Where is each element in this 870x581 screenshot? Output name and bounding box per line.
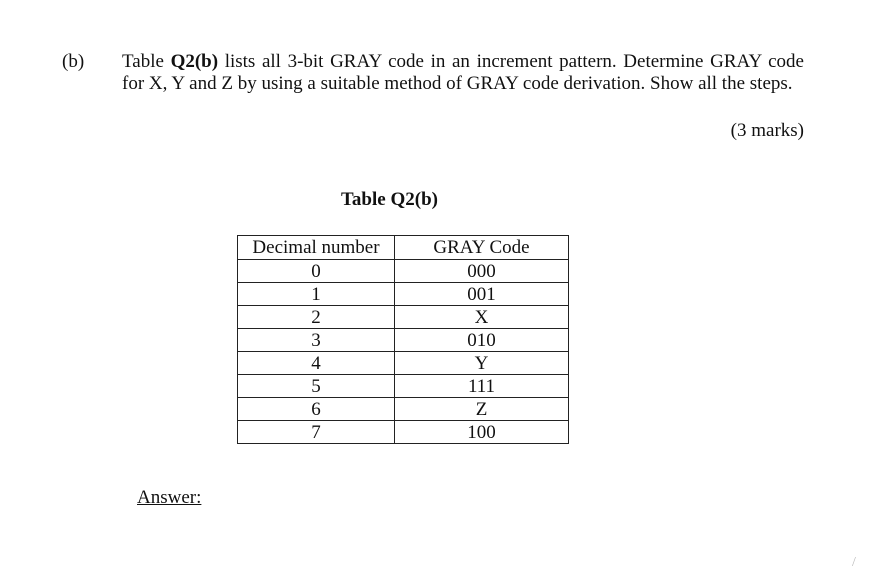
question-text (122, 51, 804, 95)
gray-code-cell: 000 (395, 260, 569, 283)
decimal-cell: 7 (238, 421, 395, 444)
question-text-start: Table (122, 51, 171, 72)
gray-code-cell: Y (395, 352, 569, 375)
table-row (238, 375, 569, 398)
table-row (238, 306, 569, 329)
table-row (238, 260, 569, 283)
table-caption: Table Q2(b) (341, 189, 438, 210)
header-gray-code: GRAY Code (395, 236, 569, 260)
header-decimal-number: Decimal number (238, 236, 395, 260)
marks-label: (3 marks) (730, 120, 804, 141)
table-row (238, 421, 569, 444)
decimal-cell: 3 (238, 329, 395, 352)
table-row (238, 398, 569, 421)
decimal-cell: 1 (238, 283, 395, 306)
decimal-cell: 5 (238, 375, 395, 398)
decimal-cell: 2 (238, 306, 395, 329)
gray-code-cell: 001 (395, 283, 569, 306)
gray-code-cell: Z (395, 398, 569, 421)
gray-code-cell: 010 (395, 329, 569, 352)
question-text-end: lists all 3-bit GRAY code in an increment pattern. Determine GRAY code for X, Y and Z by using a suitable method of GRAY code derivation. Show all the steps. (122, 51, 804, 94)
question-part-label: (b) (62, 51, 85, 72)
gray-code-cell: 100 (395, 421, 569, 444)
gray-code-table (237, 235, 569, 444)
answer-label: Answer: (137, 487, 202, 508)
table-row (238, 283, 569, 306)
table-header-row (238, 236, 569, 260)
gray-code-cell: X (395, 306, 569, 329)
gray-code-cell: 111 (395, 375, 569, 398)
stray-pen-mark: / (852, 555, 856, 570)
table-reference: Q2(b) (170, 51, 219, 72)
table-row (238, 352, 569, 375)
decimal-cell: 4 (238, 352, 395, 375)
table-row (238, 329, 569, 352)
decimal-cell: 6 (238, 398, 395, 421)
decimal-cell: 0 (238, 260, 395, 283)
